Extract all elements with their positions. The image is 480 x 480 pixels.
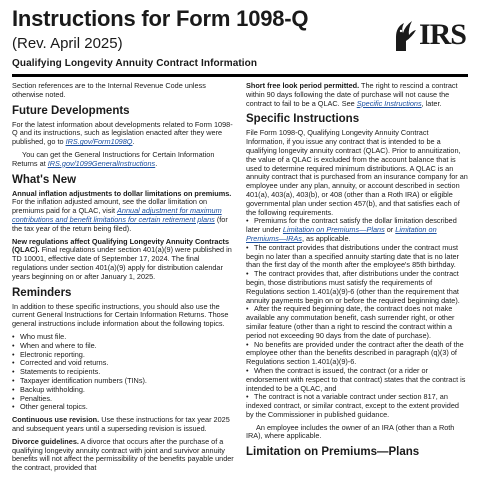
limitation-plans-link[interactable]: Limitation on Premiums—Plans bbox=[282, 225, 385, 235]
list-item: • Who must file. bbox=[12, 333, 234, 342]
text: When the contract is issued, the contract (or a rider or endorsement with respect to that contract) states that the contract is intended to be a QLAC, and bbox=[246, 365, 466, 393]
bold-lead: New regulations affect Qualifying Longevity Annuity Contracts (QLAC). bbox=[12, 236, 230, 255]
text: The contract is not a variable contract under section 817, an indexed contract, or similar contract, except to the extent provided by the Commissioner in published guidance. bbox=[246, 392, 459, 419]
specific-instructions-text: File Form 1098-Q, Qualifying Longevity Annuity Contract Information, if you issue any contract that is intended to be a qualifying longevity annuity contract (QLAC). Prior to annuitization, the value of a QLAC is excluded from the account balance that is used to determine required minimum distributions. A QLAC is an annuity contract that is purchased from an insurance company for an employee under any plan, annuity, or account described in section 401(a), 403(a), 403(b), or 408 (other than a Roth IRA) or eligible governmental plan under section 457(b), and that satisfies each of the following requirements. bbox=[246, 128, 468, 217]
bullet-icon: • bbox=[246, 242, 249, 252]
bullet-icon: • bbox=[246, 339, 249, 349]
heading-reminders: Reminders bbox=[12, 286, 72, 299]
whats-new-item-1 bbox=[12, 190, 234, 234]
employee-note: An employee includes the owner of an IRA (other than a Roth IRA), where applicable. bbox=[246, 422, 455, 441]
irs-logo bbox=[392, 16, 466, 54]
right-column bbox=[246, 82, 468, 480]
text: (for the tax year of the return being filed). bbox=[12, 214, 228, 233]
document-title: Instructions for Form 1098-Q bbox=[12, 6, 309, 31]
limitation-iras-link[interactable]: Limitation on Premiums—IRAs bbox=[246, 225, 437, 243]
requirement-bullet-2 bbox=[246, 244, 468, 270]
requirement-bullet-7 bbox=[246, 393, 468, 419]
text: After the required beginning date, the contract does not make available any commutation benefit, cash surrender right, or other similar feature (other than a right to rescind the contract within a period not exceeding 90 days from the date of purchase). bbox=[246, 304, 455, 340]
heading-whats-new: What's New bbox=[12, 173, 77, 186]
continuous-use-paragraph bbox=[12, 416, 234, 434]
heading-specific-instructions: Specific Instructions bbox=[246, 113, 360, 126]
bold-lead: Annual inflation adjustments to dollar limitations on premiums. bbox=[12, 188, 232, 198]
text: Final regulations under section 401(a)(9) were published in TD 10001, effective date of September 17, 2024. The final regulations under section 401(a)(9) apply for distribution calendar years beginning on or after January 1, 2025. bbox=[12, 245, 232, 281]
text: The contract provides that distributions under the contract must begin no later than a specified annuity starting date that is no later than the first day of the month after the employee's 85th birthday. bbox=[246, 242, 459, 270]
whats-new-item-2 bbox=[12, 238, 234, 282]
heading-limitation-plans: Limitation on Premiums—Plans bbox=[246, 446, 420, 459]
text: , as applicable. bbox=[301, 233, 351, 243]
form-1098q-link[interactable]: IRS.gov/Form1098Q bbox=[65, 137, 133, 147]
revision-date: (Rev. April 2025) bbox=[12, 35, 123, 52]
text: A divorce that occurs after the purchase of a qualifying longevity annuity contract with joint and survivor annuity benefits will not affect the permissibility of the benefits payable under the contract, provided that bbox=[12, 436, 234, 473]
left-column bbox=[12, 82, 234, 480]
future-paragraph-1 bbox=[12, 121, 234, 147]
text: For the inflation adjusted amount, see the dollar limitation on premiums paid for a QLAC, visit bbox=[12, 197, 208, 216]
heading-future-developments: Future Developments bbox=[12, 104, 130, 117]
list-item: • Backup withholding. bbox=[12, 386, 234, 395]
list-item: • When and where to file. bbox=[12, 342, 234, 351]
bullet-icon: • bbox=[246, 365, 249, 375]
annual-adjustment-link[interactable]: Annual adjustment for maximum contributions and benefit limitations for certain retirement plans bbox=[12, 206, 222, 224]
requirement-bullet-1 bbox=[246, 217, 468, 243]
requirement-bullet-4 bbox=[246, 305, 468, 340]
text: or bbox=[384, 225, 396, 235]
free-look-paragraph bbox=[246, 82, 468, 108]
list-item: • Penalties. bbox=[12, 395, 234, 404]
bold-lead: Continuous use revision. bbox=[12, 415, 100, 425]
text: Premiums for the contract satisfy the dollar limitation described later under bbox=[246, 216, 457, 235]
document-header bbox=[12, 6, 468, 72]
requirement-bullet-6 bbox=[246, 367, 468, 393]
divorce-paragraph bbox=[12, 438, 234, 473]
reminders-text: In addition to these specific instructions, you should also use the current General Instructions for Certain Information Returns. Those general instructions include information about the following topics. bbox=[12, 301, 229, 329]
list-item: • Statements to recipients. bbox=[12, 368, 234, 377]
irs-eagle-icon bbox=[392, 17, 418, 53]
text: , later. bbox=[421, 98, 442, 108]
list-item: • Electronic reporting. bbox=[12, 351, 234, 360]
bullet-icon: • bbox=[246, 304, 249, 314]
bullet-icon: • bbox=[246, 392, 249, 402]
general-instructions-link[interactable]: IRS.gov/1099GeneralInstructions bbox=[47, 158, 156, 168]
document-subtitle: Qualifying Longevity Annuity Contract Information bbox=[12, 58, 258, 69]
bold-lead: Divorce guidelines. bbox=[12, 436, 79, 446]
reminder-list bbox=[12, 333, 234, 412]
intro-text: Section references are to the Internal Revenue Code unless otherwise noted. bbox=[12, 82, 206, 99]
bullet-icon: • bbox=[246, 216, 249, 226]
requirement-bullet-5 bbox=[246, 341, 468, 367]
text: No benefits are provided under the contract after the death of the employee other than the benefits described in paragraph (q)(3) of Regulations section 1.401(a)(9)-6. bbox=[246, 339, 464, 367]
bullet-icon: • bbox=[246, 269, 249, 279]
list-item: • Corrected and void returns. bbox=[12, 359, 234, 368]
requirement-bullet-3 bbox=[246, 270, 468, 305]
irs-logo-text: IRS bbox=[418, 18, 466, 51]
text: . bbox=[132, 137, 135, 147]
text: For the latest information about developments related to Form 1098-Q and its instructions, such as legislation enacted after they were published, go to bbox=[12, 119, 233, 147]
text: The right to rescind a contract within 90 days following the date of purchase will not cause the contract to fail to be a QLAC. See bbox=[246, 82, 458, 108]
future-paragraph-2 bbox=[12, 151, 234, 169]
list-item: • Taxpayer identification numbers (TINs). bbox=[12, 377, 234, 386]
text: You can get the General Instructions for Certain Information Returns at bbox=[12, 149, 215, 168]
text: Use these instructions for tax year 2025 and subsequent years until a superseding revision is issued. bbox=[12, 415, 230, 433]
text: . bbox=[155, 158, 158, 168]
specific-instructions-link[interactable]: Specific Instructions bbox=[356, 98, 422, 108]
list-item: • Other general topics. bbox=[12, 403, 234, 412]
bold-lead: Short free look period permitted. bbox=[246, 82, 360, 90]
header-divider bbox=[12, 74, 468, 77]
text: The contract provides that, after distributions under the contract begin, those distributions must satisfy the requirements of Regulations section 1.401(a)(9)-6 (other than the requirement that annuity payments begin on or before the required beginning date). bbox=[246, 269, 460, 305]
